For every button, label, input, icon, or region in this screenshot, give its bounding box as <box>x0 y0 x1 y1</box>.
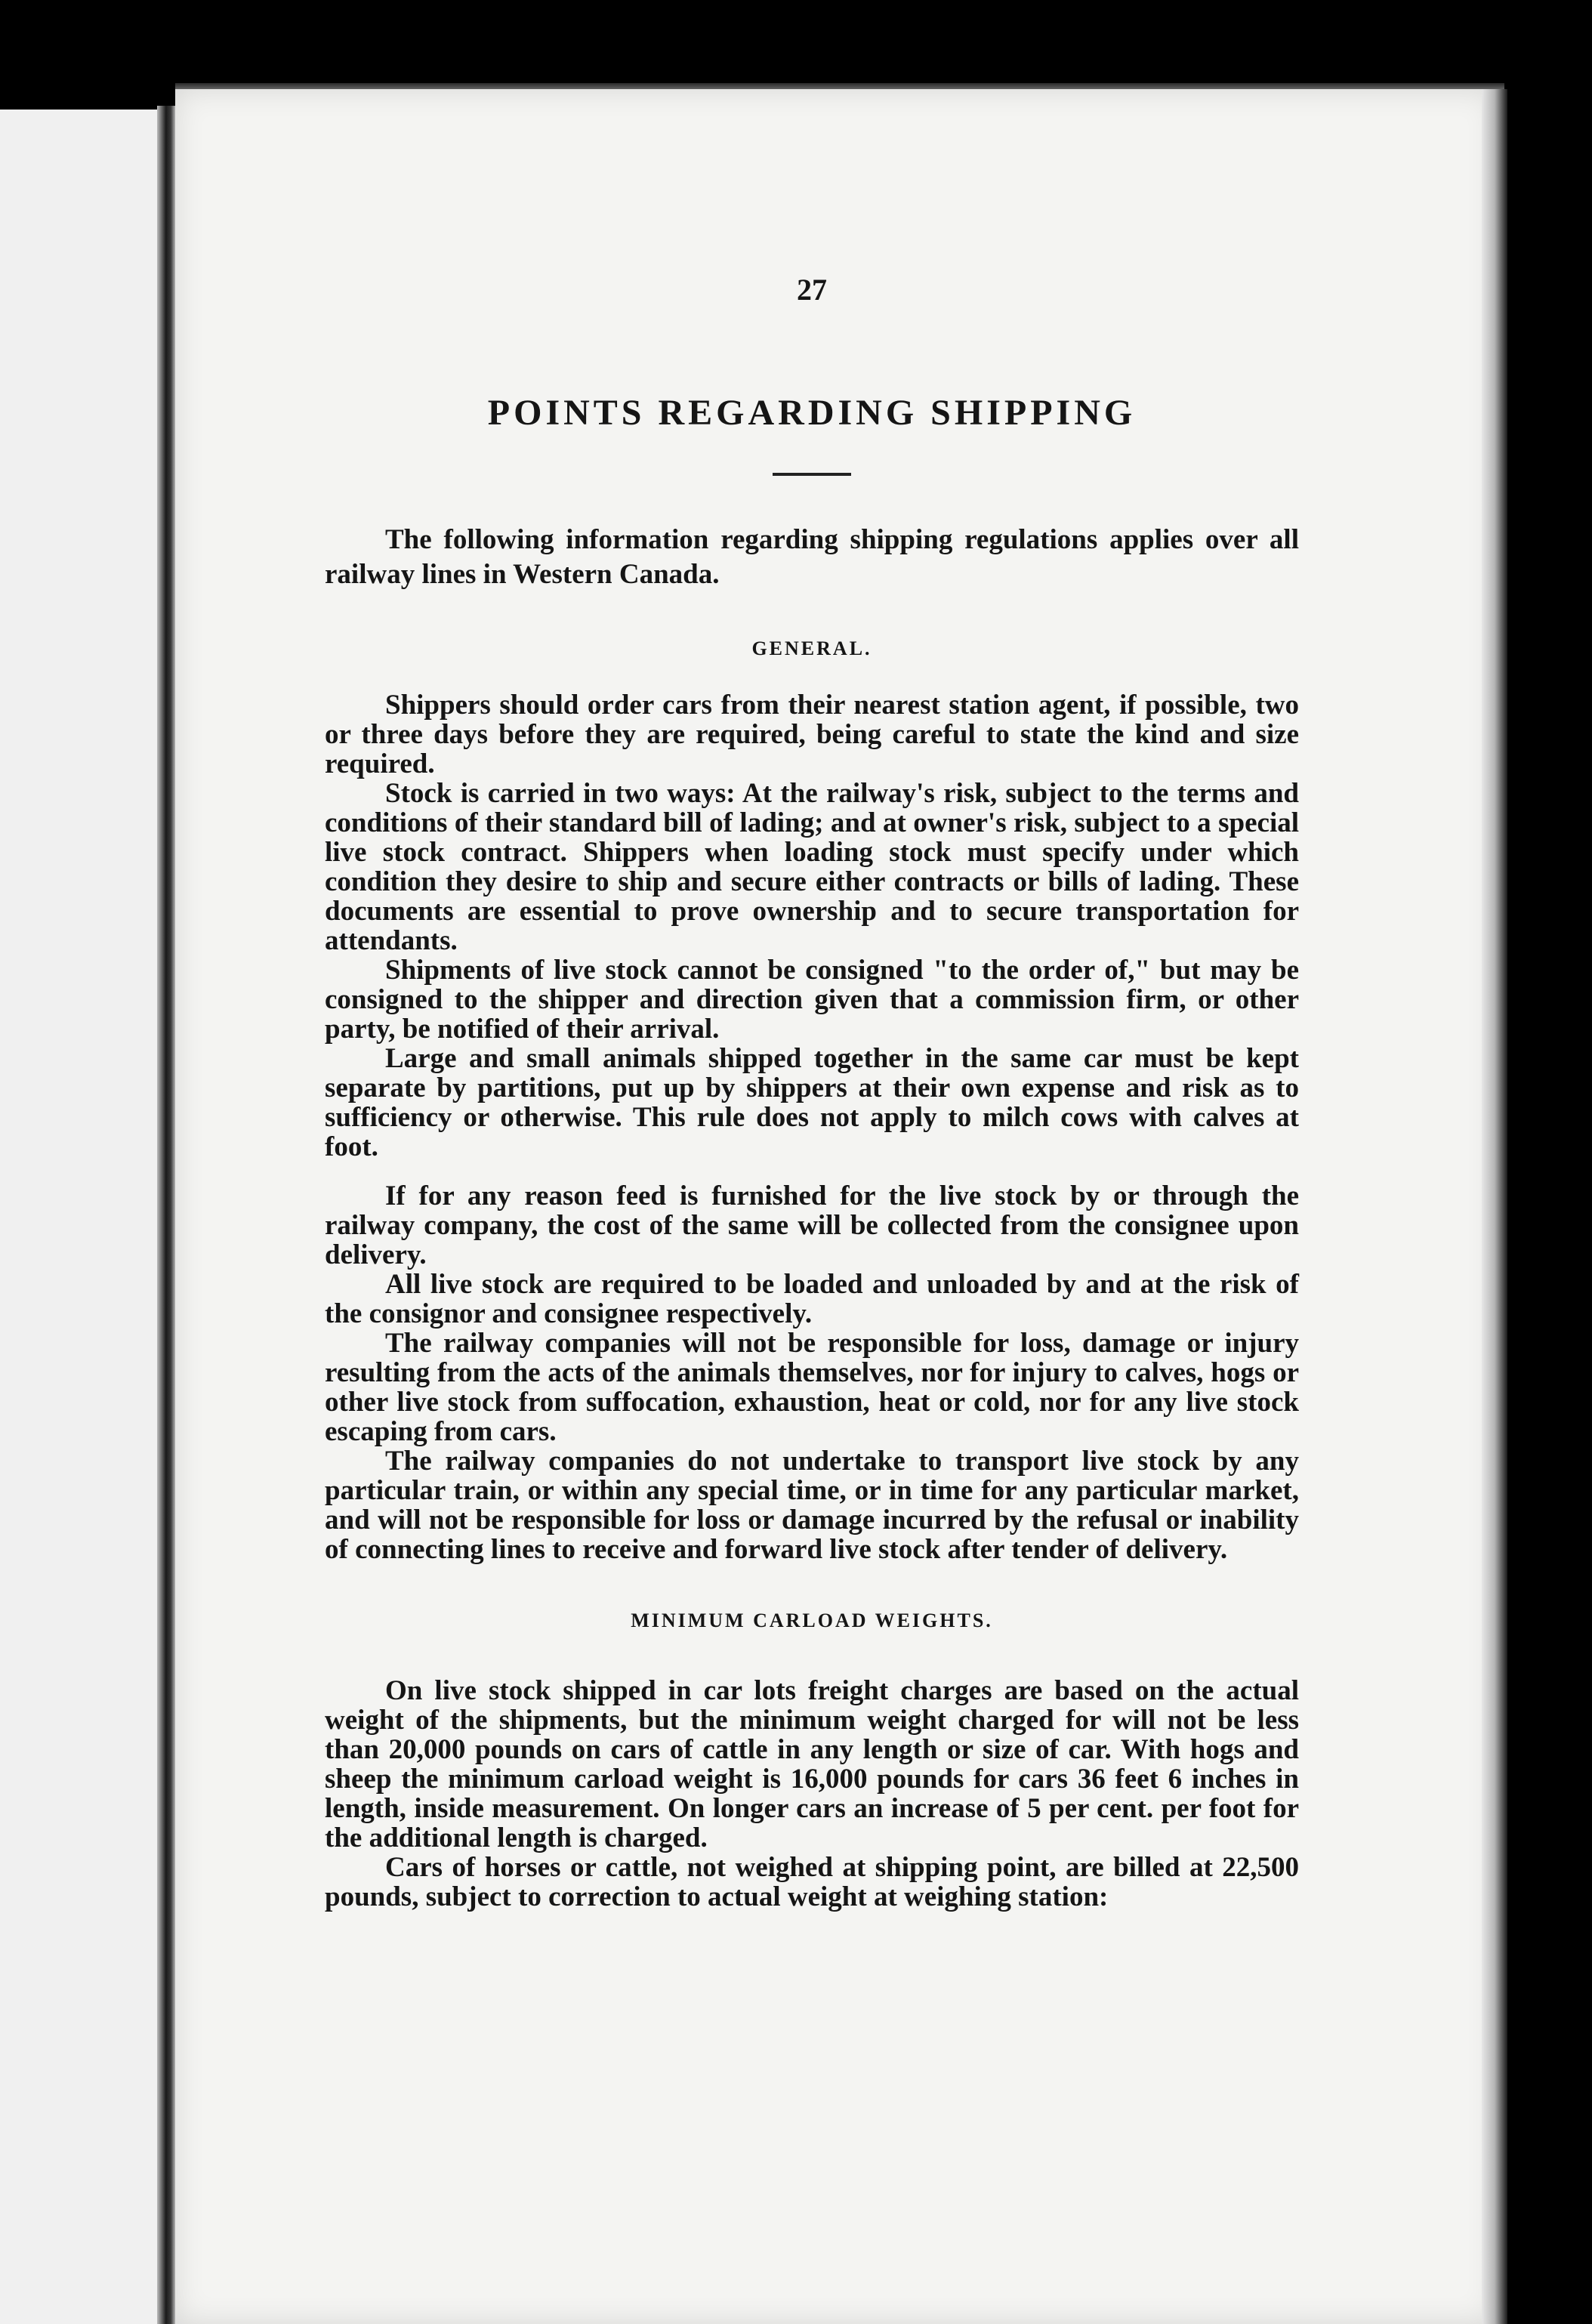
general-paragraph: The railway companies will not be responsible for loss, damage or injury resulting from the acts of the animals themselves, nor for injury to calves, hogs or other live stock from suffocation, exhaustion, heat or cold, nor for any live stock escaping from cars. <box>325 1328 1299 1447</box>
section-heading-minimum-carload-weights: MINIMUM CARLOAD WEIGHTS. <box>631 1610 993 1631</box>
binding-shadow <box>157 106 177 2324</box>
minimum-paragraph: Cars of horses or cattle, not weighed at shipping point, are billed at 22,500 pounds, subject to correction to actual weight at weighing station: <box>325 1852 1299 1912</box>
section-heading-general: GENERAL. <box>751 637 872 659</box>
general-paragraph: Stock is carried in two ways: At the railway's risk, subject to the terms and conditions of their standard bill of lading; and at owner's risk, subject to a special live stock contract. Shippers when loading stock must specify under which condition they desire to ship and secure either contracts or bills of lading. These documents are essential to prove ownership and to secure transportation for attendants. <box>325 778 1299 956</box>
intro-paragraph: The following information regarding shipping regulations applies over all railway lines in Western Canada. <box>325 524 1299 590</box>
page-title: POINTS REGARDING SHIPPING <box>487 393 1137 433</box>
minimum-paragraph: On live stock shipped in car lots freight charges are based on the actual weight of the shipments, but the minimum weight charged for will not be less than 20,000 pounds on cars of cattle in any length or size of car. With hogs and sheep the minimum carload weight is 16,000 pounds for cars 36 feet 6 inches in length, inside measurement. On longer cars an increase of 5 per cent. per foot for the additional length is charged. <box>325 1675 1299 1853</box>
general-paragraph: Shippers should order cars from their nearest station agent, if possible, two or three days before they are required, being careful to state the kind and size required. <box>325 690 1299 779</box>
page-number: 27 <box>797 273 827 307</box>
general-paragraph: If for any reason feed is furnished for the live stock by or through the railway company, the cost of the same will be collected from the consignee upon delivery. <box>325 1181 1299 1270</box>
title-divider <box>773 473 851 476</box>
page-right-edge <box>1482 89 1507 2324</box>
general-paragraph: Large and small animals shipped together in the same car must be kept separate by partitions, put up by shippers at their own expense and risk as to sufficiency or otherwise. This rule does not apply to milch cows with calves at foot. <box>325 1043 1299 1162</box>
left-facing-page <box>0 110 168 2324</box>
page-content <box>325 272 1299 1912</box>
general-paragraph: Shipments of live stock cannot be consigned "to the order of," but may be consigned to the shipper and direction given that a commission firm, or other party, be notified of their arrival. <box>325 955 1299 1045</box>
general-paragraph: The railway companies do not undertake to transport live stock by any particular train, or within any special time, or in time for any particular market, and will not be responsible for loss or damage incurred by the refusal or inability of connecting lines to receive and forward live stock after tender of delivery. <box>325 1446 1299 1565</box>
general-paragraph: All live stock are required to be loaded and unloaded by and at the risk of the consignor and consignee respectively. <box>325 1269 1299 1329</box>
